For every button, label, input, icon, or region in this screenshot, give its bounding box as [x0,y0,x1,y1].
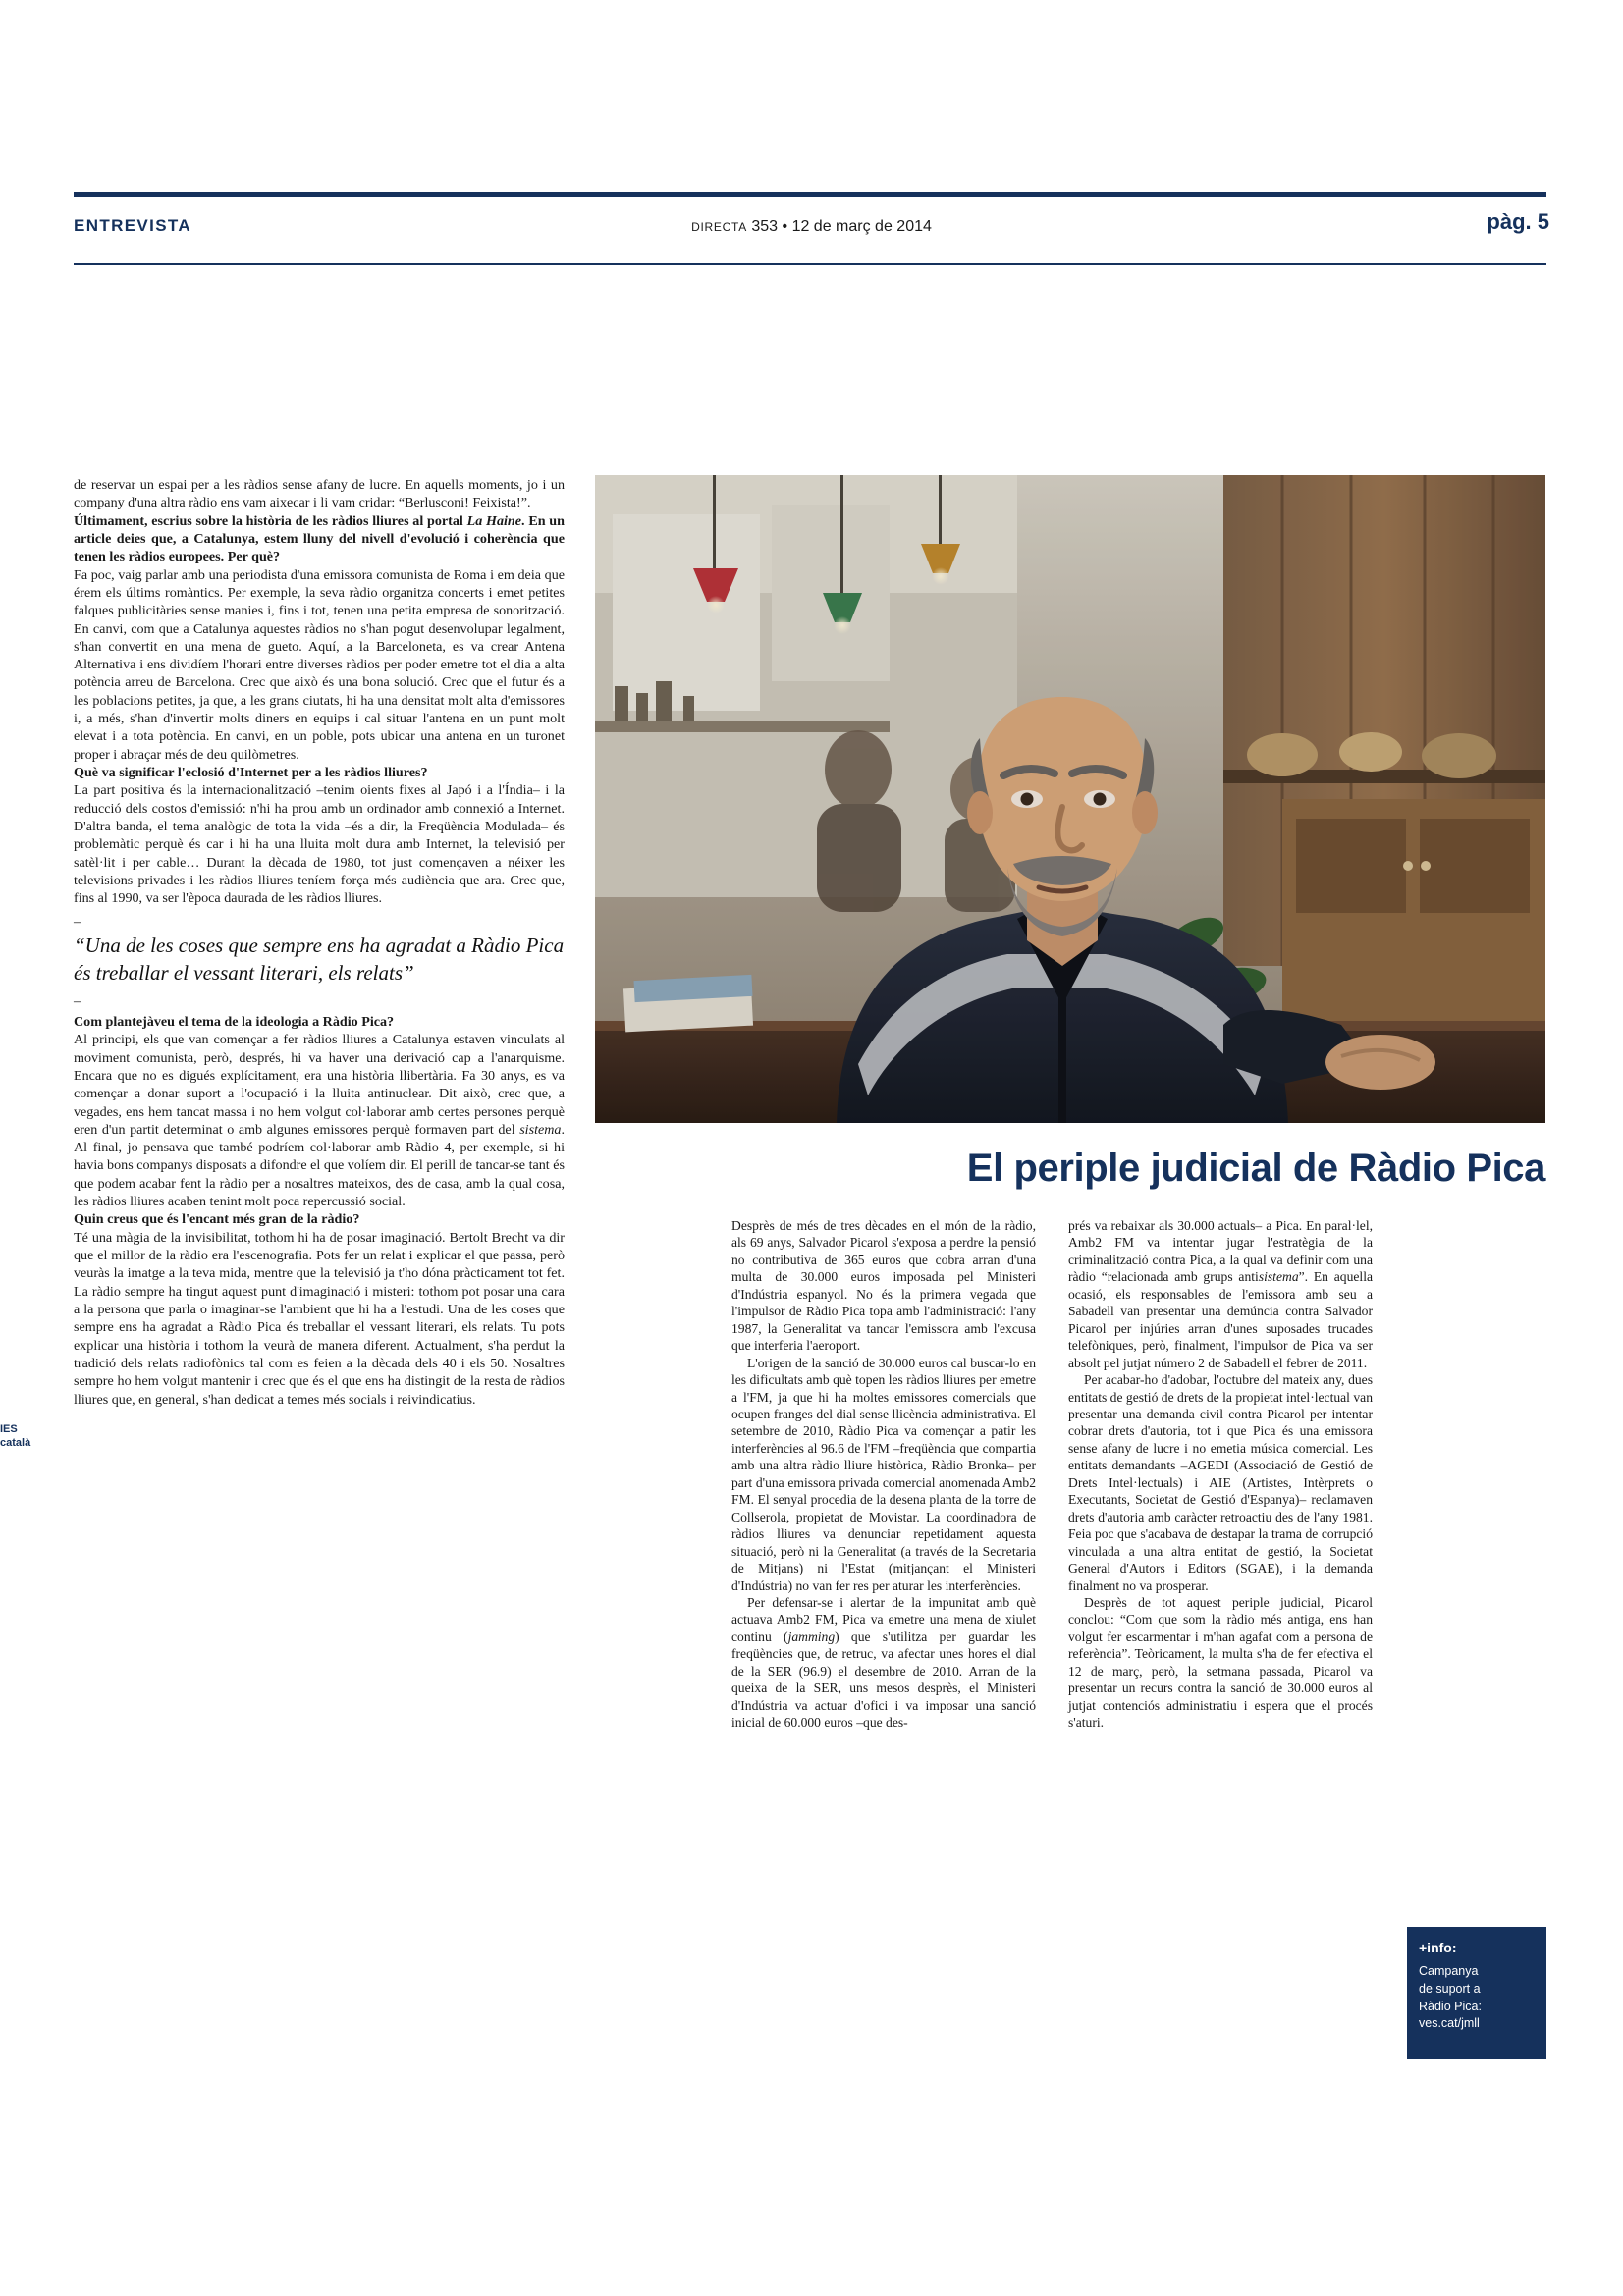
info-box-title: +info: [1419,1940,1457,1955]
article-paragraph: Per defensar-se i alertar de la impunitat amb què actuava Amb2 FM, Pica va emetre una mena de xiulet continu (jamming) que s'utilitza per guardar les freqüències que, de retruc, va afectar unes hores el dial de la SER (96.9) el desembre de 2010. Arran de la queixa de la SER, uns mesos desprès, el Ministeri d'Indústria va actuar d'ofici i va imposar una sanció inicial de 60.000 euros –que des- [731,1594,1037,1731]
info-box [1407,1927,1546,2059]
article-column-2 [1068,1217,1373,1732]
info-box-line-3: Ràdio Pica: [1419,1999,1482,2013]
interview-question-3: Com plantejàveu el tema de la ideologia a Ràdio Pica? [74,1013,395,1030]
interview-intro: de reservar un espai per a les ràdios sense afany de lucre. En aquells moments, jo i un company d'una altra ràdio ens vam aixecar i li vam cridar: “Berlusconi! Feixista!”. [74,477,565,511]
article-paragraph: L'origen de la sanció de 30.000 euros cal buscar-lo en les dificultats amb què topen les ràdios lliures per emetre a l'FM, ja que hi ha moltes emissores comercials que ocupen franges del dial sense llicència administrativa. El setembre de 2010, Ràdio Pica va començar a patir les interferències al 96.6 de l'FM –freqüència que compartia amb una altra ràdio lliure històrica, Ràdio Bronka– per part d'una emissora privada comercial anomenada Amb2 FM. El senyal procedia de la desena planta de la torre de Collserola, propietat de Movistar. La coordinadora de ràdios lliures va denunciar repetidament aquesta situació, però ni la Generalitat (a través de la Secretaria de Mitjans) ni l'Estat (mitjançant el Ministeri d'Indústria) no van fer res per aturar les interferències. [731,1355,1036,1593]
info-box-line-1: Campanya [1419,1964,1479,1978]
article-paragraph: Desprès de més de tres dècades en el món de la ràdio, als 69 anys, Salvador Picarol s'exposa a perdre la pensió no contributiva de 365 euros que cobra arran d'una multa de 30.000 euros imposada pel Ministeri d'Indústria espanyol. No és la primera vegada que l'impulsor de Ràdio Pica topa amb l'administració: l'any 1987, la Generalitat va tancar l'emissora amb l'excusa que interferia l'aeroport. [731,1218,1036,1354]
info-box-link[interactable]: ves.cat/jmll [1419,2016,1480,2031]
photo-illustration [595,475,1545,1123]
article-paragraph: Desprès de tot aquest periple judicial, Picarol conclou: “Com que som la ràdio més antiga, ens han volgut fer escarmentar i m'han agafat com a persona de referència”. Teòricament, la multa s'ha de fer efectiva el 12 de març, però, la setmana passada, Picarol va presentar un recurs contra la sanció de 30.000 euros al jutjat contenciós administratiu i espera que el procés s'aturi. [1068,1594,1373,1731]
pullquote: “Una de les coses que sempre ens ha agradat a Ràdio Pica és treballar el vessant literari, els relats” [74,934,565,986]
interview-answer-1: Fa poc, vaig parlar amb una periodista d'una emissora comunista de Roma i em deia que érem els últims romàntics. Per exemple, la seva ràdio organitza concerts i emet petites falques publicitàries sense manies i, fins i tot, tenen una petita empresa de sonorització. En canvi, com que a Catalunya aquestes ràdios no s'han pogut desenvolupar legalment, s'han convertit en una mena de gueto. Aquí, a la Barceloneta, es va crear Antena Alternativa i ens dividíem l'horari entre diverses ràdios per poder emetre tot el dia a alta potència arreu de Barcelona. Crec que això és una bona solució. Crec que el futur és a les poblacions petites, ja que, a les grans ciutats, hi ha una densitat molt alta d'emissores i, a més, s'han d'invertir molts diners en equips i cal situar l'antena en un punt molt elevat i a tota potència. En canvi, en un poble, pots ubicar una antena en un turonet proper i abraçar més de deu quilòmetres. [74,566,565,763]
interview-answer-3: Al principi, els que van començar a fer ràdios lliures a Catalunya estaven vinculats al moviment comunista, però, després, hi va haver una derivació cap a l'anarquisme. Encara que no es digués explícitament, era una història llibertària. Fa 30 anys, es va començar a donar suport a l'ocupació i la lluita antinuclear. Dit això, crec que, a vegades, ens hem tancat massa i no hem volgut col·laborar amb certes persones perquè eren d'un partit determinat o amb algunes emissores perquè formaven part del sistema. Al final, jo pensava que també podríem col·laborar amb Ràdio 4, per exemple, si hi havia bons companys disposats a difondre el que volíem dir. El perill de tancar-se tant és que podem acabar fent la ràdio per a nosaltres mateixos, des de casa, amb la qual cosa, les ràdios lliures acaben tenint molt poca repercussió social. [74,1032,565,1210]
header-top-rule [74,192,1546,197]
interview-question-2: Què va significar l'eclosió d'Internet per a les ràdios lliures? [74,765,428,780]
article-paragraph: Per acabar-ho d'adobar, l'octubre del mateix any, dues entitats de gestió de drets de la propietat intel·lectual van presentar una demanda civil contra Picarol per intentar cobrar drets d'autoria, tot i que Pica és una emissora sense afany de lucre i no emetia música comercial. Les entitats demandants –AGEDI (Associació de Gestió de Drets Intel·lectuals) i AIE (Artistes, Intèrprets o Executants, Societat de Gestió d'Espanya)– reclamaven drets d'autoria amb caràcter retroactiu des de l'any 1981. Feia poc que s'acabava de destapar la trama de corrupció vinculada a una altra entitat de gestió, la Societat General d'Autors i Editors (SGAE), i la demanda finalment no va prosperar. [1068,1372,1373,1593]
header-bottom-rule [74,263,1546,265]
article-title: El periple judicial de Ràdio Pica [966,1147,1545,1190]
interview-answer-4: Té una màgia de la invisibilitat, tothom hi ha de posar imaginació. Bertolt Brecht va dir que el millor de la ràdio era l'escenografia. Pots fer un relat i explicar el que passa, però veuràs la imatge a la teva mida, mentre que la televisió ja t'ho dóna pràcticament tot fet. La ràdio sempre ha tingut aquest punt d'imaginació i misteri: tothom pot posar una cara a la persona que parla o imaginar-se l'ambient que hi ha a l'estudi. Una de les coses que sempre ens ha agradat a Ràdio Pica és treballar el vessant literari, els relats. Tu pots explicar una història i tothom la veurà de manera diferent. Actualment, s'ha perdut la tradició dels relats radiofònics tal com es feien a la dècada dels 40 i els 50. Nosaltres sempre ho hem volgut mantenir i crec que és el que ens ha distingit de la resta de ràdios lliures que, en general, s'han dedicat a temes més socials i reivindicatius. [74,1229,565,1408]
masthead-label: DIRECTA [691,220,747,234]
header-issue-info [0,218,1623,236]
pullquote-rule-bottom: – [74,994,81,1010]
article-column-1 [731,1217,1036,1732]
interview-question-4: Quin creus que és l'encant més gran de la ràdio? [74,1211,360,1228]
page-number: pàg. 5 [1487,209,1549,234]
info-box-line-2: de suport a [1419,1981,1481,1996]
article-paragraph: prés va rebaixar als 30.000 actuals– a Pica. En paral·lel, Amb2 FM va intentar jugar l'estratègia de la criminalització contra Pica, a la qual va definir com una ràdio “relacionada amb grups antisistema”. En aquella ocasió, els responsables de l'emissora amb seu a Sabadell van presentar una demúncia contra Salvador Picarol per injúries arran d'unes suposades trucades telefòniques, però, finalment, l'impulsor de Pica va ser absolt pel jutjat número 2 de Sabadell el febrer de 2011. [1068,1218,1373,1370]
interview-answer-2: La part positiva és la internacionalització –tenim oients fixes al Japó i a l'Índia– i la reducció dels costos d'emissió: n'hi ha prou amb un ordinador amb connexió a Internet. D'altra banda, el tema analògic de tota la vida –és a dir, la Freqüència Modulada– és problemàtic perquè és car i hi ha una lluita molt dura amb Internet, la televisió per satèl·lit i per cable… Durant la dècada de 1980, tot just començaven a néixer les televisions privades i les ràdios lliures teníem força més audiència que ara. Crec que, fins al 1990, va ser l'època daurada de les ràdios lliures. [74,782,565,907]
pullquote-rule-top: – [74,914,81,930]
issue-label: 353 • 12 de març de 2014 [751,218,932,235]
edge-marker: IES català [0,1423,31,1449]
interview-column [74,476,565,1409]
interview-photo [595,475,1545,1123]
section-label: ENTREVISTA [74,216,192,235]
interview-question-1: Últimament, escrius sobre la història de les ràdios lliures al portal La Haine. En un article deies que, a Catalunya, estem lluny del nivell d'evolució i coherència que tenen les ràdios europees. Per què? [74,512,565,565]
